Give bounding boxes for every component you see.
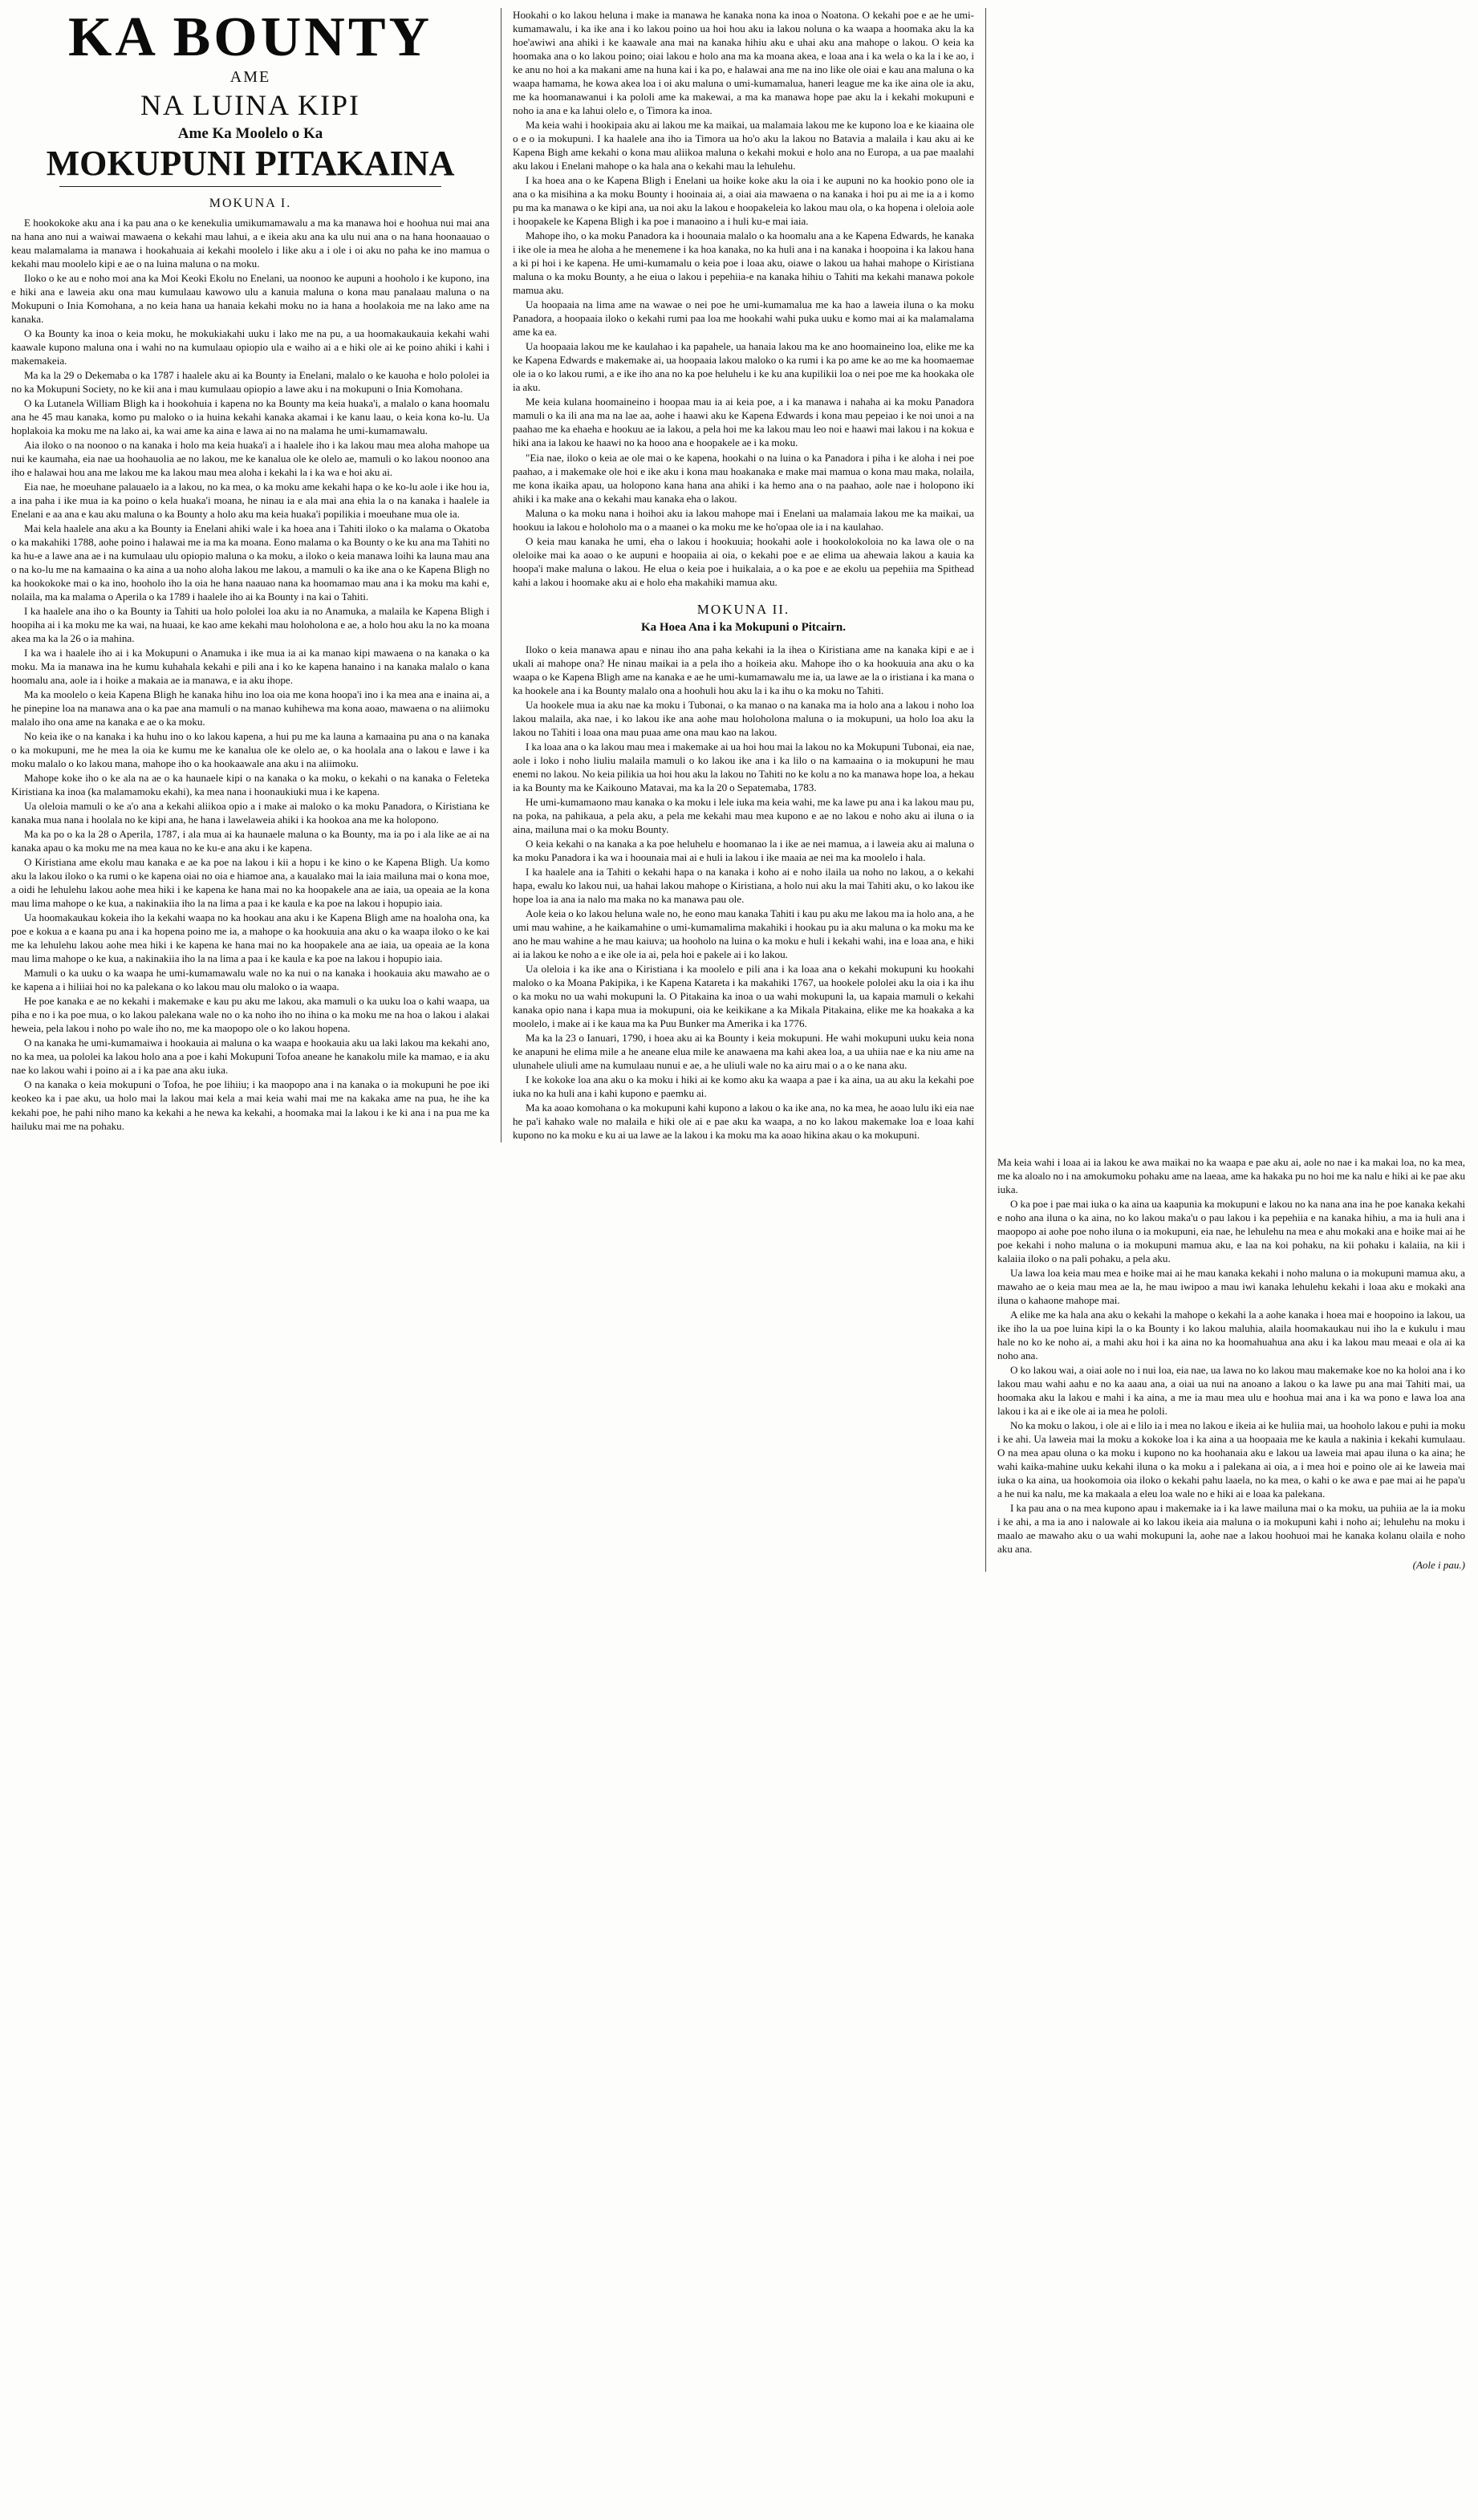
masthead-subtitle-1: NA LUINA KIPI [140,88,360,121]
paragraph: Ma keia wahi i hookipaia aku ai lakou me ka maikai, ua malamaia lakou me ke kupono loa e ke kiaaina ole o e o ia mokupuni. I ka haalele ana iho ia Timora ua ho'o aku la lakou no Batavia a malaila i kau aku ai ke Kapena Bigh ame kekahi o kona mau aliikoa maluna o kekahi mokui e holo ana no Europa, a ua pae maalahi aku lakou i Enelani mahope o ka hala ana o kekahi mau la lehulehu. [513,119,974,172]
paragraph: Ua oleloia mamuli o ke a'o ana a kekahi aliikoa opio a i make ai maloko o ka moku Panadora, o Kiristiana ke kanaka mua nana i hoolala no ke kipi ana, he hana i lawelaweia ahiki i ka hookoa ana me ka holopono. [11,800,489,826]
paragraph: Mai kela haalele ana aku a ka Bounty ia Enelani ahiki wale i ka hoea ana i Tahiti iloko o ka malama o Okatoba o ka makahiki 1788, aohe poino i halawai me ia ma ka moana. Eono malama o ka Bounty o ke ku ana ma Tahiti no ka hu-e a lawe ana ae i na kumulaau ulu opiopio maluna o ka moku, a iloko o keia manawa loihi ka launa mau ana o na ko-lu me na kamaaina o ka aina a ua noho aloha lakou me lakou, a mamuli o ka ike ana o ke Kapena Bligh no ka hookokoke mai o ka ino, hooholo iho la oia he hana naauao nana ka hoomamao mau ana i ka moku ma kahi e, nolaila, ma ka malama o Aperila o ka 1789 i haalele iho ai ka Bounty i na kai o Tahiti. [11,521,489,603]
paragraph: Ma ka la 23 o Ianuari, 1790, i hoea aku ai ka Bounty i keia mokupuni. He wahi mokupuni uuku keia nona ke anapuni he elima mile a he aneane elua mile ke anawaena ma kahi akea loa, a ua uhiia nae e ka niu ame na ulunahele uliuli ame na kumulaau nunui e ae, a he uliuli wale no ka airu mai o a o ke nana aku. [513,1032,974,1072]
paragraph: O ka poe i pae mai iuka o ka aina ua kaapunia ka mokupuni e lakou no ka nana ana ina he poe kanaka kekahi e noho ana iluna o ka aina, no ko lakou maka'u o pau lakou i ka pepehiia e na kanaka hihiu, a ma ia huli ana i maopopo ai aohe poe noho iluna o ia mokupuni, eia nae, he lehulehu na mea e ahu mokaki ana e hoike mai ai he poe kekahi i noho maluna o ia mokupuni mamua aku, e laa na koi pohaku, na kii pohaku i kalaiia, na kii i kalaiia iloko o na pali pohaku, a pela aku. [997,1198,1465,1265]
paragraph: Maluna o ka moku nana i hoihoi aku ia lakou mahope mai i Enelani ua malamaia lakou me ka maikai, ua hookuu ia lakou e holoholo ma o a maanei o ka moku me ke ho'opaa ole ia i na kaulahao. [513,506,974,533]
chapter-heading-two: MOKUNA II. [696,601,790,617]
paragraph: Ma ka la 29 o Dekemaba o ka 1787 i haalele aku ai ka Bounty ia Enelani, malalo o ke kauoha e holo pololei ia no ka Mokupuni Society, no ke kii ana i mau kumulaau opiopio a lawe aku i na mokupuni o Inia Komohana. [11,368,489,395]
paragraph: O keia kekahi o na kanaka a ka poe heluhelu e hoomanao la i ike ae nei mamua, a i laweia aku ai maluna o ka moku Panadora i ka wa i hoounaia mai ai e huli ia lakou i ike maaia ae nei ma ka moolelo i hala. [513,837,974,863]
paragraph: Mahope koke iho o ke ala na ae o ka haunaele kipi o na kanaka o ka moku, o kekahi o na kanaka o Feleteka Kiristiana ka inoa (ka malamamoku ekahi), ka mea nana i hoonaukiuki mua i ke kapena. [11,772,489,798]
paragraph: Ma ka moolelo o keia Kapena Bligh he kanaka hihu ino loa oia me kona hoopa'i ino i ka mea ana e inaina ai, a he pinepine loa na manawa ana o ka pae ana mamuli o na manao kuhihewa ma kona aoao, mawaena o na aliimoku malalo iho ona ame na kanaka e ae o ka moku. [11,688,489,728]
masthead-ame: AME [229,67,271,86]
paragraph: I ka pau ana o na mea kupono apau i makemake ia i ka lawe mailuna mai o ka moku, ua puhiia ae la ia moku i ke ahi, a ma ia ano i nalowale ai ko lakou ikeia aia maluna o ia mokupuni kahi i noho ai; lehulehu na moku i maalo ae mawaho aku o ua wahi mokupuni la, aohe nae a lakou hoohuoi mai he kanaka kolanu olaila e noho aku ana. [997,1502,1465,1556]
paragraph: O Kiristiana ame ekolu mau kanaka e ae ka poe na lakou i kii a hopu i ke kino o ke Kapena Bligh. Ua komo aku la lakou iloko o ka rumi o ke kapena oiai no oia e hiamoe ana, a kaualako mai la iaia mailuna mai o kona moe, a oidi he lehulehu lakou aohe mea hiki i ke kapena ke hana mai no ka hoopakele ana ae iaia, ua opeaia ae la kona mau lima mahope o ke kua, a nakinakiia iho la na lima a paa i ke kaula e ka poe na lakou i hopupio iaia. [11,856,489,910]
paragraph: Aole keia o ko lakou heluna wale no, he eono mau kanaka Tahiti i kau pu aku me lakou ma ia holo ana, a he umi mau wahine, a he kaikamahine o umi-kumamalima makahiki i hookau pu ia aku maluna o ka moku ma ke ano he mau wahine a he mau kaiuva; ua hooholo na luina o ka moku e huli i kekahi wahi, ina e loaa ana, e hiki ai ia lakou ke noho a e ike ole ia ai, pela hoi e pakele ai i ko lakou. [513,907,974,960]
paragraph: O ko lakou wai, a oiai aole no i nui loa, eia nae, ua lawa no ko lakou mau makemake koe no ka holoi ana i ko lakou mau wahi aahu e no ka aaau ana, a oiai ua nui na anoano a lakou o ka lawe pu ana mai Tahiti mai, ua hoomaka aku la lakou e mahi i ka aina, a me ia mau mea ulu e hoohua mai ana i ka wa pono e lawa loa ana lakou i ka ai e ike ole ai ia mea he pololi. [997,1364,1465,1418]
column-2 [501,8,985,1142]
paragraph: No ka moku o lakou, i ole ai e lilo ia i mea no lakou e ikeia ai ke huliia mai, ua hooholo lakou e puhi ia moku i ke ahi. Ua laweia mai la moku a kokoke loa i ka aina a ua hoopaaia me ke kaula a nakinia i kekahi kumulaau. O na mea apau oluna o ka moku i kupono no ka hoohanaia aku e lakou ua laweia mai apau iluna o ka aina; he wahi kaika-mahine uuku kekahi iluna o ka moku a i palekana ai oia, a i mea hoi e poino ole ai ke laweia mai iuka o ka aina, ua hookomoia oia iloko o kekahi pahu laaela, no ka mea, o kahi o ke awa e pae mai ai he papa'u a he nui ka nalu, me ka makaala a eleu loa wale no e hiki ai e loaa ka palekana. [997,1419,1465,1500]
continuation-note: (Aole i pau.) [1412,1559,1465,1572]
paragraph: Eia nae, he moeuhane palauaelo ia a lakou, no ka mea, o ka moku ame kekahi hapa o ke ko-lu aole i ike hou ia, a ina paha i ike mua ia ka poino o kela huaka'i moana, he ninau ia e ala mai ana ehia la o na kanaka i haalele ia Enelani e aa ana e kau aku maluna o ka Bounty a holo aku ma keia huaka'i popilikia i moeuhane mua ole ia. [11,480,489,520]
paragraph: Iloko o ke au e noho moi ana ka Moi Keoki Ekolu no Enelani, ua noonoo ke aupuni a hooholo i ke kupono, ina e hiki ana e laweia aku ona mau kumulaau kawowo ulu a kanuia maluna o kona mau panalaau maluna o na Mokupuni o Inia Komohana, a no keia hana ua hanaia kekahi moku no ia hana a hoolakoia me na lako ame na kanaka. [11,271,489,325]
paragraph: Ua oleloia i ka ike ana o Kiristiana i ka moolelo e pili ana i ka loaa ana o kekahi mokupuni ku hookahi maloko o ka Moana Pakipika, i ke Kapena Katareta i ka makahiki 1767, ua hookele pololei aku la oia i ka ihu o ka moku no ua wahi mokupuni la. O Pitakaina ka inoa o ua wahi mokupuni la, ua kapaia mamuli o kekahi kanaka opio nana i kapa mua ia mokupuni, oia ke keikikane a ka Mikala Pitakaina, elike me ka hoakaka a ka moolelo, i make ai i ke kaua ma ka Puu Bunker ma Amerika i ka 1776. [513,963,974,1030]
paragraph: I ka haalele ana iho o ka Bounty ia Tahiti ua holo pololei loa aku ia no Anamuka, a malaila ke Kapena Bligh i hoopiha ai i ka moku me ka wai, na huaai, ke kao ame kekahi mau holoholona e ae, a holo hou aku la no ka moana akea ma ka la 26 o ia mahina. [11,604,489,644]
paragraph: "Eia nae, iloko o keia ae ole mai o ke kapena, hookahi o na luina o ka Panadora i piha i ke aloha i nei poe paahao, a i makemake ole hoi e ike aku i kona mau hoakanaka e make mai mamua o kona mau maka, nolaila, me kona ikaika apau, ua holopono kana hana ana ahiki i ka hemo ana o na paahao, aole nae i holopono iki ahiki i ka make ana o kekahi mau kanaka eha o lakou. [513,451,974,505]
chapter-heading-one: MOKUNA I. [209,196,292,210]
paragraph: Aia iloko o na noonoo o na kanaka i holo ma keia huaka'i a i haalele iho i ka lakou mau mea aloha mahope ua nui ke kaumaha, eia nae ua hoohauolia ae no lakou, me ke kanalua ole ke olelo ae, mamuli o ko lakou noonoo ana iho e halawai hou ana me lakou me ka lakou mau mea aloha i kekahi la i ka wa e hoi aku ai. [11,438,489,478]
paragraph: E hookokoke aku ana i ka pau ana o ke kenekulia umikumamawalu a ma ka manawa hoi e hoohua nui mai ana na hana ano nui a waiwai mawaena o kekahi mau lahui, a e ikeia aku ana ka ulu nui ana o na hana hoonaauao o keau malamalama ia manawa i hookahuaia ai kekahi moolelo i like aku a i ole i oi aku no paha ke ino mamua o kekahi mau moolelo kipi e ae o na luina maluna o na moku. [11,216,489,270]
column-3-blank-space [997,8,1465,1155]
paragraph: Iloko o keia manawa apau e ninau iho ana paha kekahi ia la ihea o Kiristiana ame na kanaka kipi e ae i ukali ai mahope ona? He ninau maikai ia a pela iho a hoikeia aku. Mahope iho o ka hookuuia ana aku o ka waapa o ke Kapena Bligh ame na kanaka e ae he umi-kumamawalu me ia, ua lawe ae la o iristiana i ka mana o ka hookele ana i ka Bounty malalo ona a hoohuli hou aku la i ka ihu o ka moku no Tahiti. [513,643,974,696]
paragraph: Ua hookele mua ia aku nae ka moku i Tubonai, o ka manao o na kanaka ma ia holo ana a lakou i noho loa lakou malaila, aka nae, i ko lakou ike ana aohe mau holoholona maluna o ia mokupuni, ua holo loa aku la lakou no Tahiti i loaa ona mau puaa ame ona mau kao na lakou. [513,698,974,738]
paragraph: I ka wa i haalele iho ai i ka Mokupuni o Anamuka i ike mua ia ai ka manao kipi mawaena o na kanaka o ka moku. Ma ia manawa ina he kumu kuhahala kekahi e pili ana i ko ke kapena hanaino i na kanaka malalo o kana hoomalu ana, aole ia i hoike a makaia ae ia manawa, e ia aku ihope. [11,646,489,687]
paragraph: O keia mau kanaka he umi, eha o lakou i hookuuia; hookahi aole i hookolokoloia no ka lawa ole o na oleloike mai ka aoao o ke aupuni e hoopaiia ai oia, o kekahi poe e ae elima ua ahewaia lakou a kauia ka hoopa'i make maluna o lakou. He elua o keia poe i huikalaia, a o ka poe e ae ekolu ua pepehiia ma Spithead kahi a lakou i hoomake aku ai e holo eha makahiki mamua aku. [513,534,974,588]
chapter-two-subtitle: Ka Hoea Ana i ka Mokupuni o Pitcairn. [640,620,847,634]
paragraph: No keia ike o na kanaka i ka huhu ino o ko lakou kapena, a hui pu me ka launa a kamaaina pu ana o na kanaka o ka mokupuni, me he mea la oia ke kumu me ke kanalua ole ke olelo ae, o ka hoolala ana o lakou e lawe i ka moku malalo o ko lakou mana, mahope iho o ka hookaawale ana aku i na aliimoku. [11,730,489,770]
paragraph: Ua lawa loa keia mau mea e hoike mai ai he mau kanaka kekahi i noho maluna o ia mokupuni mamua aku, a mawaho ae o keia mau mea ae la, he mau iwipoo a mau iwi kanaka lehulehu kekahi i loaa aku e mokaki ana iluna o kahaone mahope mai. [997,1267,1465,1307]
paragraph: Ma ka aoao komohana o ka mokupuni kahi kupono a lakou o ka ike ana, no ka mea, he aoao lulu iki eia nae he pa'i kahako wale no malaila e hiki ole ai e pae aku ka waapa, a no ko lakou makemake loa e loaa kahi kupono no ka moku e ku ai ua lawe ae la lakou i ka moku ma ka aoao hikina akau o ka mokupuni. [513,1102,974,1142]
column-1 [11,8,501,1134]
masthead [11,6,489,187]
paragraph: O na kanaka he umi-kumamaiwa i hookauia ai maluna o ka waapa e hookauia aku ua laki lakou ma kekahi ano, no ka mea, ua pololei ka lakou holo ana a poe i kahi Mokupuni Tofoa aneane he kanakolu mile ka mamao, e ia aku nae ko lakou wahi i poino ai a i ka pae ana aku iuka. [11,1037,489,1077]
paragraph: He umi-kumamaono mau kanaka o ka moku i lele iuka ma keia wahi, me ka lawe pu ana i ka lakou mau pu, na poka, na pahikaua, a pela aku, a pela me kekahi mau mea kupono e ae no lakou e noho aku ai iluna o ia aina, mailuna mai o ka moku Bounty. [513,795,974,835]
masthead-divider [59,186,442,187]
paragraph: He poe kanaka e ae no kekahi i makemake e kau pu aku me lakou, aka mamuli o ka uuku loa o kahi waapa, ua piha e no i ka poe mua, o ko lakou palekana wale no o ka noho iho no ihina o ka moku me na hoa o lakou i alakai heweia, pela lakou i noho po wale iho no, me ka maopopo ole o ko lakou hopena. [11,995,489,1035]
paragraph: O na kanaka o keia mokupuni o Tofoa, he poe lihiiu; i ka maopopo ana i na kanaka o ia mokupuni he poe iki keokeo ka i pae aku, ua holo mai la lakou mai kela a mai keia wahi mai me na kakaka ame na pua, he ihe ka kekahi poe, he pahi niho mano ka kekahi a he newa ka kekahi, a hoomaka mai la lakou i ke ki ana i na pua me ka hailuku mai me na pohaku. [11,1078,489,1132]
paragraph: Ua hoomakaukau kokeia iho la kekahi waapa no ka hookau ana aku i ke Kapena Bligh ame na hoaloha ona, ka poe e kokua a e kaana pu ana i ka hopena poino me ia, a mahope o ka hookuuia ana aku o ka waapa iloko o ke kai me ka lehulehu lakou aohe mea hiki i ke kapena ke hana mai no ka hoopakele ana ae iaia, ua opeaia ae la kona mau lima mahope o ke kua, a nakinakiia iho la na lima a paa i ke kaula e ka poe na lakou i hopupio iaia. [11,911,489,965]
masthead-title: KA BOUNTY [67,6,433,68]
paragraph: Hookahi o ko lakou heluna i make ia manawa he kanaka nona ka inoa o Noatona. O kekahi poe e ae he umi-kumamawalu, i ka ike ana i ko lakou poino ua hoi hou aku ia lakou noluna o ka waapa a hoomaka aku la ka hoe'awiwi ana ahiki i ke kaawale ana mai na kanaka hihiu aku e uhai aku ana mahope o lakou. O keia ka hoomaka ana o ko lakou poino; oiai lakou e holo ana ma ka moana akea, e loaa ana i ka wela o ka la i ke ao, i ke anu no hoi a ka makani ame na huna kai i ka po, e halawai ana me na ino like ole oiai e kau ana maluna o ka waapa hamama, he kowa akea loa i oi aku maluna o umi-kumamalua, haneri league me ka ike aina ole ia aku, me ka hoomanawanui i ka pololi ame ka makewai, a ma ka manawa hope pae aku la i kekahi mokupuni e noho ia ana e ka lahui olelo e, o Timora ka inoa. [513,9,974,117]
paragraph: Ua hoopaaia lakou me ke kaulahao i ka papahele, ua hanaia lakou ma ke ano hoomaineino loa, elike me ka ke Kapena Edwards e makemake ai, ua hoopaaia lakou maloko o ka rumi i ka po ame ke ao me ka hoomaemae ole ia o ko lakou rumi, a e ike iho ana no ka poe heluhelu i ke ku ana kupilikii loa o nei poe me ka hookaka ole ia aku. [513,340,974,394]
masthead-subtitle-2: Ame Ka Moolelo o Ka [177,124,323,142]
paragraph: Ma ka po o ka la 28 o Aperila, 1787, i ala mua ai ka haunaele maluna o ka Bounty, ma ia po i ala like ae ai na kanaka apau o ka moku me na mea kaua no ke ku-e ana aku i ke kapena. [11,828,489,854]
paragraph: Mamuli o ka uuku o ka waapa he umi-kumamawalu wale no ka nui o na kanaka i hookauia aku mawaho ae o ke kapena a i hiliiai hoi no ka palekana o ko lakou mau olu maloko o ia waapa. [11,967,489,993]
paragraph: A elike me ka hala ana aku o kekahi la mahope o kekahi la a aohe kanaka i hoea mai e hoopoino ia lakou, ua ike iho la ua poe luina kipi la o ka Bounty i ko lakou maluhia, alaila hoomakaukau nui iho la e kukulu i mau hale no ko ke noho ai, a mahi aku hoi i ka aina no ka hoomahuahua ana aku i ka lakou mau meaai e ola ai ka noho ana. [997,1309,1465,1362]
column-3 [985,8,1465,1572]
paragraph: O ka Bounty ka inoa o keia moku, he mokukiakahi uuku i lako me na pu, a ua hoomakaukauia kekahi wahi kaawale kupono maluna ona i wahi no na kumulaau opiopio ula e waiho ai a e hiki ole ai ke poino ahiki i kahi i makemakeia. [11,327,489,367]
paragraph: I ka loaa ana o ka lakou mau mea i makemake ai ua hoi hou mai la lakou no ka Mokupuni Tubonai, eia nae, aole i loko i noho liuliu malaila mamuli o ko lakou ike ana i ka lilo o na kamaaina o ia mokupuni he mau enemi no lakou. No keia pilikia ua hoi hou aku la lakou no Tahiti no ke kolu a no ka manawa hope loa, a hekau ia ka Bounty ma ke Kaikouno Matavai, ma ka la 20 o Sepatemaba, 1783. [513,740,974,793]
paragraph: Ua hoopaaia na lima ame na wawae o nei poe he umi-kumamalua me ka hao a laweia iluna o ka moku Panadora, a hoopaaia iloko o kekahi rumi paa loa me hookahi wahi puka uuku e komo mai ai ka malamalama ame ka ea. [513,298,974,339]
paragraph: Me keia kulana hoomaineino i hoopaa mau ia ai keia poe, a i ka manawa i nahaha ai ka moku Panadora mamuli o ka ili ana ma na lae aa, aohe i haawi aku ke Kapena Edwards i kona mau pepeiao i ke noi unoi a na paahao me ka ehaeha e hookuu ae ia lakou, a pela hoi me ka lakou mau leo noi e haawi mai lakou i na kokua e hiki ana ia lakou ke haawi no ka hooo ana e hoopakele ae i ka moku. [513,396,974,449]
paragraph: I ka haalele ana ia Tahiti o kekahi hapa o na kanaka i koho ai e noho ilaila ua noho no lakou, a o kekahi hapa, ewalu ko lakou nui, ua hahai lakou mahope o Kiristiana, a holo nui aku la mai Tahiti aku, o ko lakou ike hope loa ia ana ia nalo ma maka no ka manawa pau ole. [513,865,974,905]
paragraph: Ma keia wahi i loaa ai ia lakou ke awa maikai no ka waapa e pae aku ai, aole no nae i ka makai loa, no ka mea, me ka aloalo no i na amokumoku pohaku ame na laeaa, ame ka hakaka pu no hoi me ka nalu e hiki ai ke pae aku iuka. [997,1156,1465,1196]
paragraph: I ka hoea ana o ke Kapena Bligh i Enelani ua hoike koke aku la oia i ke aupuni no ka hookio pono ole ia ana o ka misihina a ka moku Bounty i hooinaia ai, a oiai aia mawaena o na kanaka i hoi pu ai me ia a i komo pu ma ka manawa o ke kipi ana, ua noi aku la lakou e hoopakeleia ko lakou mau ola, o ka hopena i oleloia aole i hoopakele ke Kapena Bligh i ka poe i manaoino a i huli ku-e mai iaia. [513,174,974,228]
masthead-subtitle-3: MOKUPUNI PITAKAINA [46,143,455,183]
paragraph: O ka Lutanela William Bligh ka i hookohuia i kapena no ka Bounty ma keia huaka'i, a malalo o kana hoomalu ana he 45 mau kanaka, komo pu maloko o ia huina kekahi kanaka akamai i ke kanu laau, o keia kona ko-lu. Ua hoplakoia ka moku me na lako ai, ka wai ame ka aina e lawa ai no na malama he umi-kumamawalu. [11,396,489,436]
paragraph: I ke kokoke loa ana aku o ka moku i hiki ai ke komo aku ka waapa a pae i ka aina, ua au aku la kekahi poe iuka no ka huli ana i kahi kupono e paemku ai. [513,1073,974,1100]
paragraph: Mahope iho, o ka moku Panadora ka i hoounaia malalo o ka hoomalu ana a ke Kapena Edwards, he kanaka i ike ole ia mea he aloha a he menemene i ka hoa kanaka, no ka huli ana i na kanaka i hoopoina i ka lakou hana a ki pi hoi i ke kapena. He umi-kumamalu o keia poe i loaa aku, oiawe o lakou ua hahai mahope o Kiristiana maluna o ka moku Bounty, a he eiua o lakou i pepehiia-e na kanaka hihiu o Tahiti ma kekahi manawa pokole mamua aku. [513,229,974,297]
